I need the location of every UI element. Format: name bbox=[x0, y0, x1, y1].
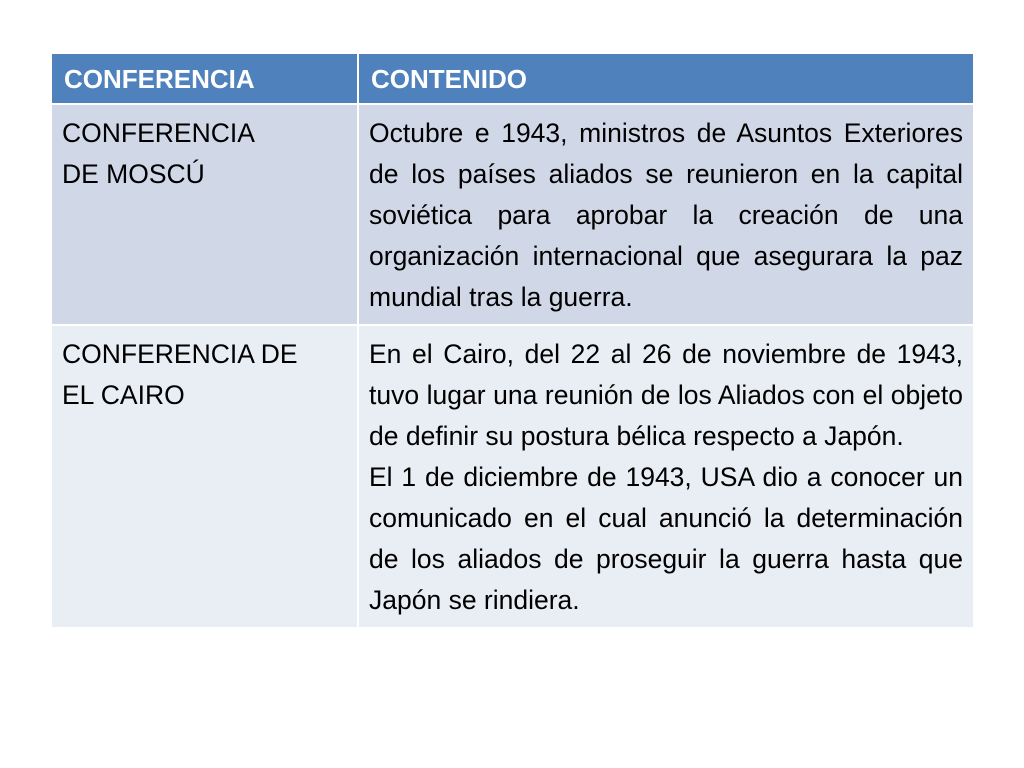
conference-content-cell bbox=[358, 104, 973, 325]
column-header-conferencia: CONFERENCIA bbox=[52, 54, 358, 104]
conference-name: CONFERENCIA DE EL CAIRO bbox=[62, 339, 298, 410]
table-row bbox=[52, 325, 973, 628]
conference-table bbox=[52, 54, 973, 629]
conference-name: CONFERENCIA DE MOSCÚ bbox=[62, 118, 255, 189]
table-row bbox=[52, 104, 973, 325]
conference-name-cell bbox=[52, 104, 358, 325]
column-header-contenido: CONTENIDO bbox=[358, 54, 973, 104]
conference-table-container bbox=[52, 54, 973, 629]
conference-content-cell bbox=[358, 325, 973, 628]
conference-name-cell bbox=[52, 325, 358, 628]
content-paragraph: Octubre e 1943, ministros de Asuntos Exteriores de los países aliados se reunieron en la capital soviética para aprobar la creación de una organización internacional que asegurara la paz mundial tras la guerra. bbox=[369, 118, 963, 312]
content-paragraph: En el Cairo, del 22 al 26 de noviembre de 1943, tuvo lugar una reunión de los Aliados con el objeto de definir su postura bélica respecto a Japón. bbox=[369, 339, 963, 451]
table-header-row bbox=[52, 54, 973, 104]
content-paragraph: El 1 de diciembre de 1943, USA dio a conocer un comunicado en el cual anunció la determinación de los aliados de proseguir la guerra hasta que Japón se rindiera. bbox=[369, 462, 963, 615]
